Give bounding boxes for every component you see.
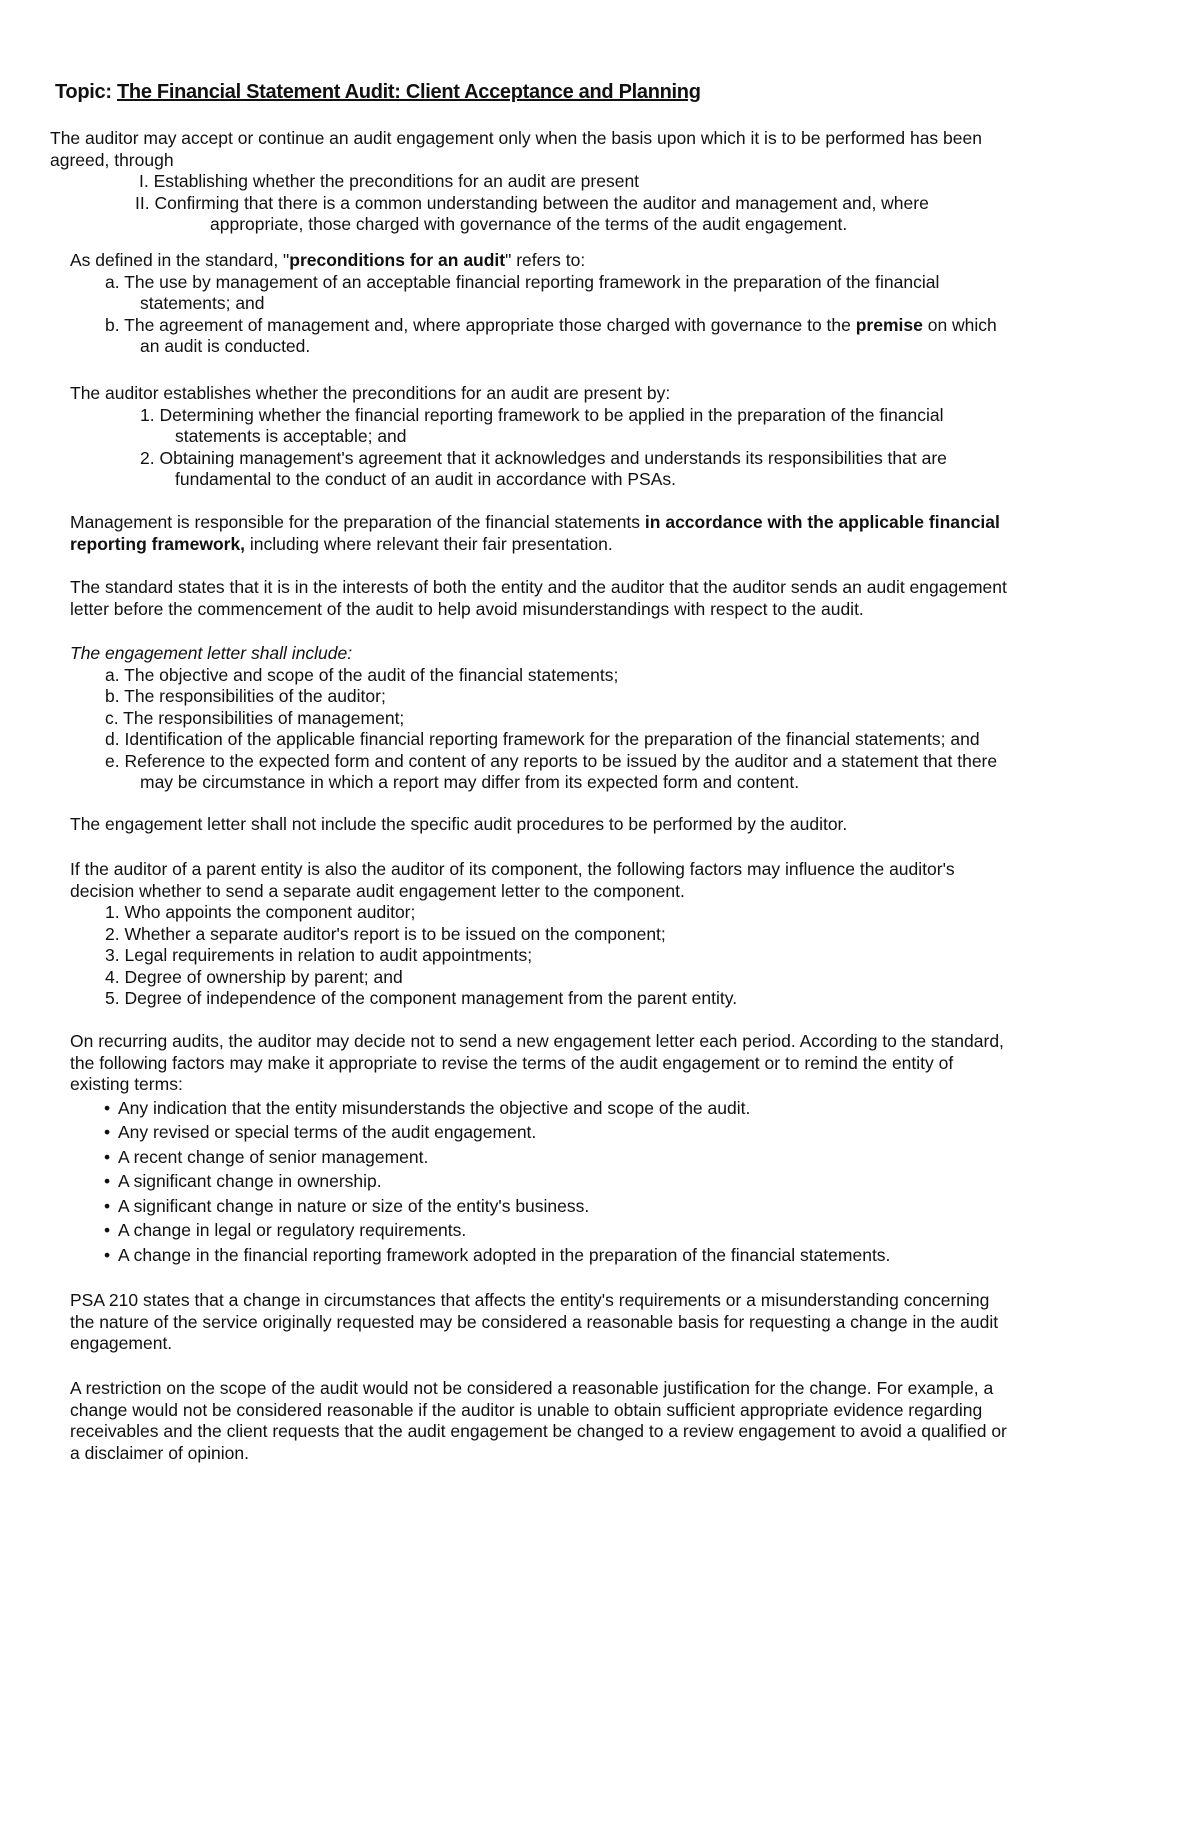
list-text: Determining whether the financial reporting framework to be applied in the preparation of the financial — [159, 404, 944, 425]
psa210-line-1: PSA 210 states that a change in circumstances that affects the entity's requirements or a misunderstanding concerning — [70, 1290, 990, 1310]
italic-heading: The engagement letter shall include: — [70, 643, 353, 663]
standard-line-1: The standard states that it is in the interests of both the entity and the auditor that the auditor sends an audit engagement — [70, 577, 1007, 597]
bullet-item — [104, 1145, 1180, 1170]
bold-term: premise — [855, 314, 923, 335]
list-text: Degree of ownership by parent; and — [124, 966, 403, 987]
management-line-1 — [70, 512, 1170, 534]
establish-item-1-cont: statements is acceptable; and — [175, 426, 407, 446]
topic-label: Topic: — [55, 81, 112, 103]
list-text: A significant change in ownership. — [118, 1171, 382, 1191]
list-text: Whether a separate auditor's report is to be issued on the component; — [124, 923, 666, 944]
letter-item-d — [70, 729, 1170, 751]
bold-text: in accordance with the applicable financial — [644, 512, 1000, 532]
list-text: A significant change in nature or size of the entity's business. — [118, 1195, 590, 1216]
precondition-item-b-cont: an audit is conducted. — [140, 336, 311, 356]
list-marker: b. — [105, 314, 120, 335]
precondition-item-a — [70, 272, 1170, 294]
establish-item-1 — [70, 405, 1170, 427]
intro-line-1: The auditor may accept or continue an audit engagement only when the basis upon which it is to be performed has been — [50, 128, 982, 148]
list-text: Any indication that the entity misunderstands the objective and scope of the audit. — [118, 1097, 751, 1118]
precondition-item-a-cont: statements; and — [140, 293, 265, 313]
recurring-section — [70, 1031, 1180, 1267]
establish-heading: The auditor establishes whether the preconditions for an audit are present by: — [70, 383, 671, 403]
precondition-item-b — [70, 315, 1170, 337]
list-marker: a. — [105, 664, 120, 685]
intro-item-2 — [50, 193, 1160, 215]
bullet-item — [104, 1194, 1180, 1219]
page-title — [55, 79, 701, 105]
bullet-glyph: • — [104, 1097, 111, 1118]
bullet-item — [104, 1120, 1180, 1145]
list-text: Who appoints the component auditor; — [124, 902, 416, 922]
list-marker: c. — [105, 707, 119, 728]
recurring-line-3: existing terms: — [70, 1074, 183, 1094]
restriction-line-3: receivables and the client requests that the audit engagement be changed to a review engagement to avoid a qualified or — [70, 1421, 1007, 1441]
text-span: As defined in the standard, " — [70, 250, 290, 270]
restriction-line-1: A restriction on the scope of the audit would not be considered a reasonable justification for the change. For example, a — [70, 1378, 994, 1398]
intro-item-2-cont: appropriate, those charged with governance of the terms of the audit engagement. — [210, 214, 848, 234]
list-marker: 3. — [105, 945, 120, 965]
list-text: Any revised or special terms of the audit engagement. — [118, 1122, 537, 1142]
parent-line-1: If the auditor of a parent entity is also the auditor of its component, the following factors may influence the auditor's — [70, 859, 955, 879]
restriction-paragraph — [70, 1378, 1180, 1464]
list-text: Obtaining management's agreement that it acknowledges and understands its responsibilities that are — [159, 447, 947, 468]
restriction-line-2: change would not be considered reasonable if the auditor is unable to obtain sufficient appropriate evidence regarding — [70, 1399, 983, 1420]
topic-title: The Financial Statement Audit: Client Acceptance and Planning — [116, 81, 701, 103]
list-marker: 1. — [140, 404, 155, 425]
text-span: Management is responsible for the preparation of the financial statements — [70, 512, 645, 532]
bold-term: preconditions for an audit — [289, 250, 506, 270]
psa210-line-2: the nature of the service originally requested may be considered a reasonable basis for requesting a change in the audit — [70, 1311, 999, 1332]
text-span: " refers to: — [505, 250, 586, 270]
parent-item-4 — [70, 967, 1180, 989]
preconditions-heading — [70, 250, 1170, 272]
letter-item-e — [70, 751, 1170, 773]
list-text: Reference to the expected form and content of any reports to be issued by the auditor and a statement that there — [124, 750, 998, 771]
not-include-paragraph: The engagement letter shall not include the specific audit procedures to be performed by the auditor. — [70, 814, 848, 834]
list-marker: e. — [105, 750, 120, 771]
bullet-glyph: • — [104, 1195, 111, 1216]
letter-item-c — [70, 708, 1170, 730]
parent-item-5 — [70, 988, 1180, 1010]
bullet-item — [104, 1243, 1180, 1268]
list-marker: I. — [139, 171, 149, 191]
letter-item-b — [70, 686, 1170, 708]
intro-line-2: agreed, through — [50, 149, 174, 170]
list-marker: 5. — [105, 988, 120, 1008]
bullet-item — [104, 1096, 1180, 1121]
establish-item-2 — [70, 448, 1170, 470]
parent-item-1 — [70, 902, 1180, 924]
list-text: Identification of the applicable financial reporting framework for the preparation of the financial statements; and — [124, 729, 980, 749]
standard-line-2: letter before the commencement of the audit to help avoid misunderstandings with respect to the audit. — [70, 598, 864, 619]
list-marker: b. — [105, 686, 120, 706]
establish-paragraph — [70, 383, 1170, 491]
list-text: The objective and scope of the audit of the financial statements; — [124, 664, 619, 685]
bullet-glyph: • — [104, 1220, 111, 1240]
management-paragraph — [70, 512, 1170, 555]
recurring-bullets — [70, 1096, 1180, 1268]
parent-section — [70, 859, 1180, 1010]
list-marker: II. — [135, 192, 150, 213]
letter-heading — [70, 643, 1170, 665]
list-text: Degree of independence of the component management from the parent entity. — [124, 988, 738, 1008]
letter-section — [70, 643, 1170, 794]
bullet-item — [104, 1218, 1180, 1243]
list-marker: d. — [105, 729, 120, 749]
recurring-line-2: the following factors may make it appropriate to revise the terms of the audit engagement or to remind the entity of — [70, 1052, 954, 1073]
standard-paragraph — [70, 577, 1180, 620]
list-text: Confirming that there is a common understanding between the auditor and management and, where — [154, 192, 929, 213]
list-text: The agreement of management and, where appropriate those charged with governance to the — [124, 314, 856, 335]
bullet-item — [104, 1169, 1180, 1194]
list-text: on which — [922, 314, 997, 335]
text-span: including where relevant their fair presentation. — [245, 533, 613, 554]
recurring-line-1: On recurring audits, the auditor may decide not to send a new engagement letter each period. According to the standard, — [70, 1031, 1004, 1051]
management-line-2 — [70, 534, 1170, 556]
intro-paragraph — [50, 128, 1160, 236]
bullet-glyph: • — [104, 1171, 111, 1191]
list-text: The responsibilities of management; — [123, 707, 405, 728]
list-marker: a. — [105, 271, 120, 292]
psa210-paragraph — [70, 1290, 1180, 1355]
psa210-line-3: engagement. — [70, 1333, 173, 1353]
list-text: The responsibilities of the auditor; — [124, 686, 386, 706]
parent-line-2: decision whether to send a separate audit engagement letter to the component. — [70, 880, 685, 901]
list-marker: 1. — [105, 902, 120, 922]
letter-item-a — [70, 665, 1170, 687]
list-text: A change in legal or regulatory requirements. — [118, 1220, 467, 1240]
list-text: The use by management of an acceptable financial reporting framework in the preparation of the financial — [124, 271, 940, 292]
list-text: Legal requirements in relation to audit appointments; — [124, 945, 533, 965]
bullet-glyph: • — [104, 1244, 111, 1265]
bullet-glyph: • — [104, 1122, 111, 1142]
preconditions-paragraph — [70, 250, 1170, 358]
list-marker: 2. — [140, 447, 155, 468]
list-text: A recent change of senior management. — [118, 1146, 429, 1167]
list-marker: 2. — [105, 923, 120, 944]
bold-text: reporting framework, — [70, 533, 246, 554]
establish-item-2-cont: fundamental to the conduct of an audit in accordance with PSAs. — [175, 469, 677, 489]
list-text: A change in the financial reporting framework adopted in the preparation of the financial statements. — [118, 1244, 891, 1265]
restriction-line-4: a disclaimer of opinion. — [70, 1442, 249, 1463]
intro-item-1 — [50, 171, 1160, 193]
letter-item-e-cont: may be circumstance in which a report may differ from its expected form and content. — [140, 772, 800, 792]
parent-item-2 — [70, 924, 1180, 946]
parent-item-3 — [70, 945, 1180, 967]
list-marker: 4. — [105, 966, 120, 987]
list-text: Establishing whether the preconditions for an audit are present — [153, 171, 640, 191]
bullet-glyph: • — [104, 1146, 111, 1167]
